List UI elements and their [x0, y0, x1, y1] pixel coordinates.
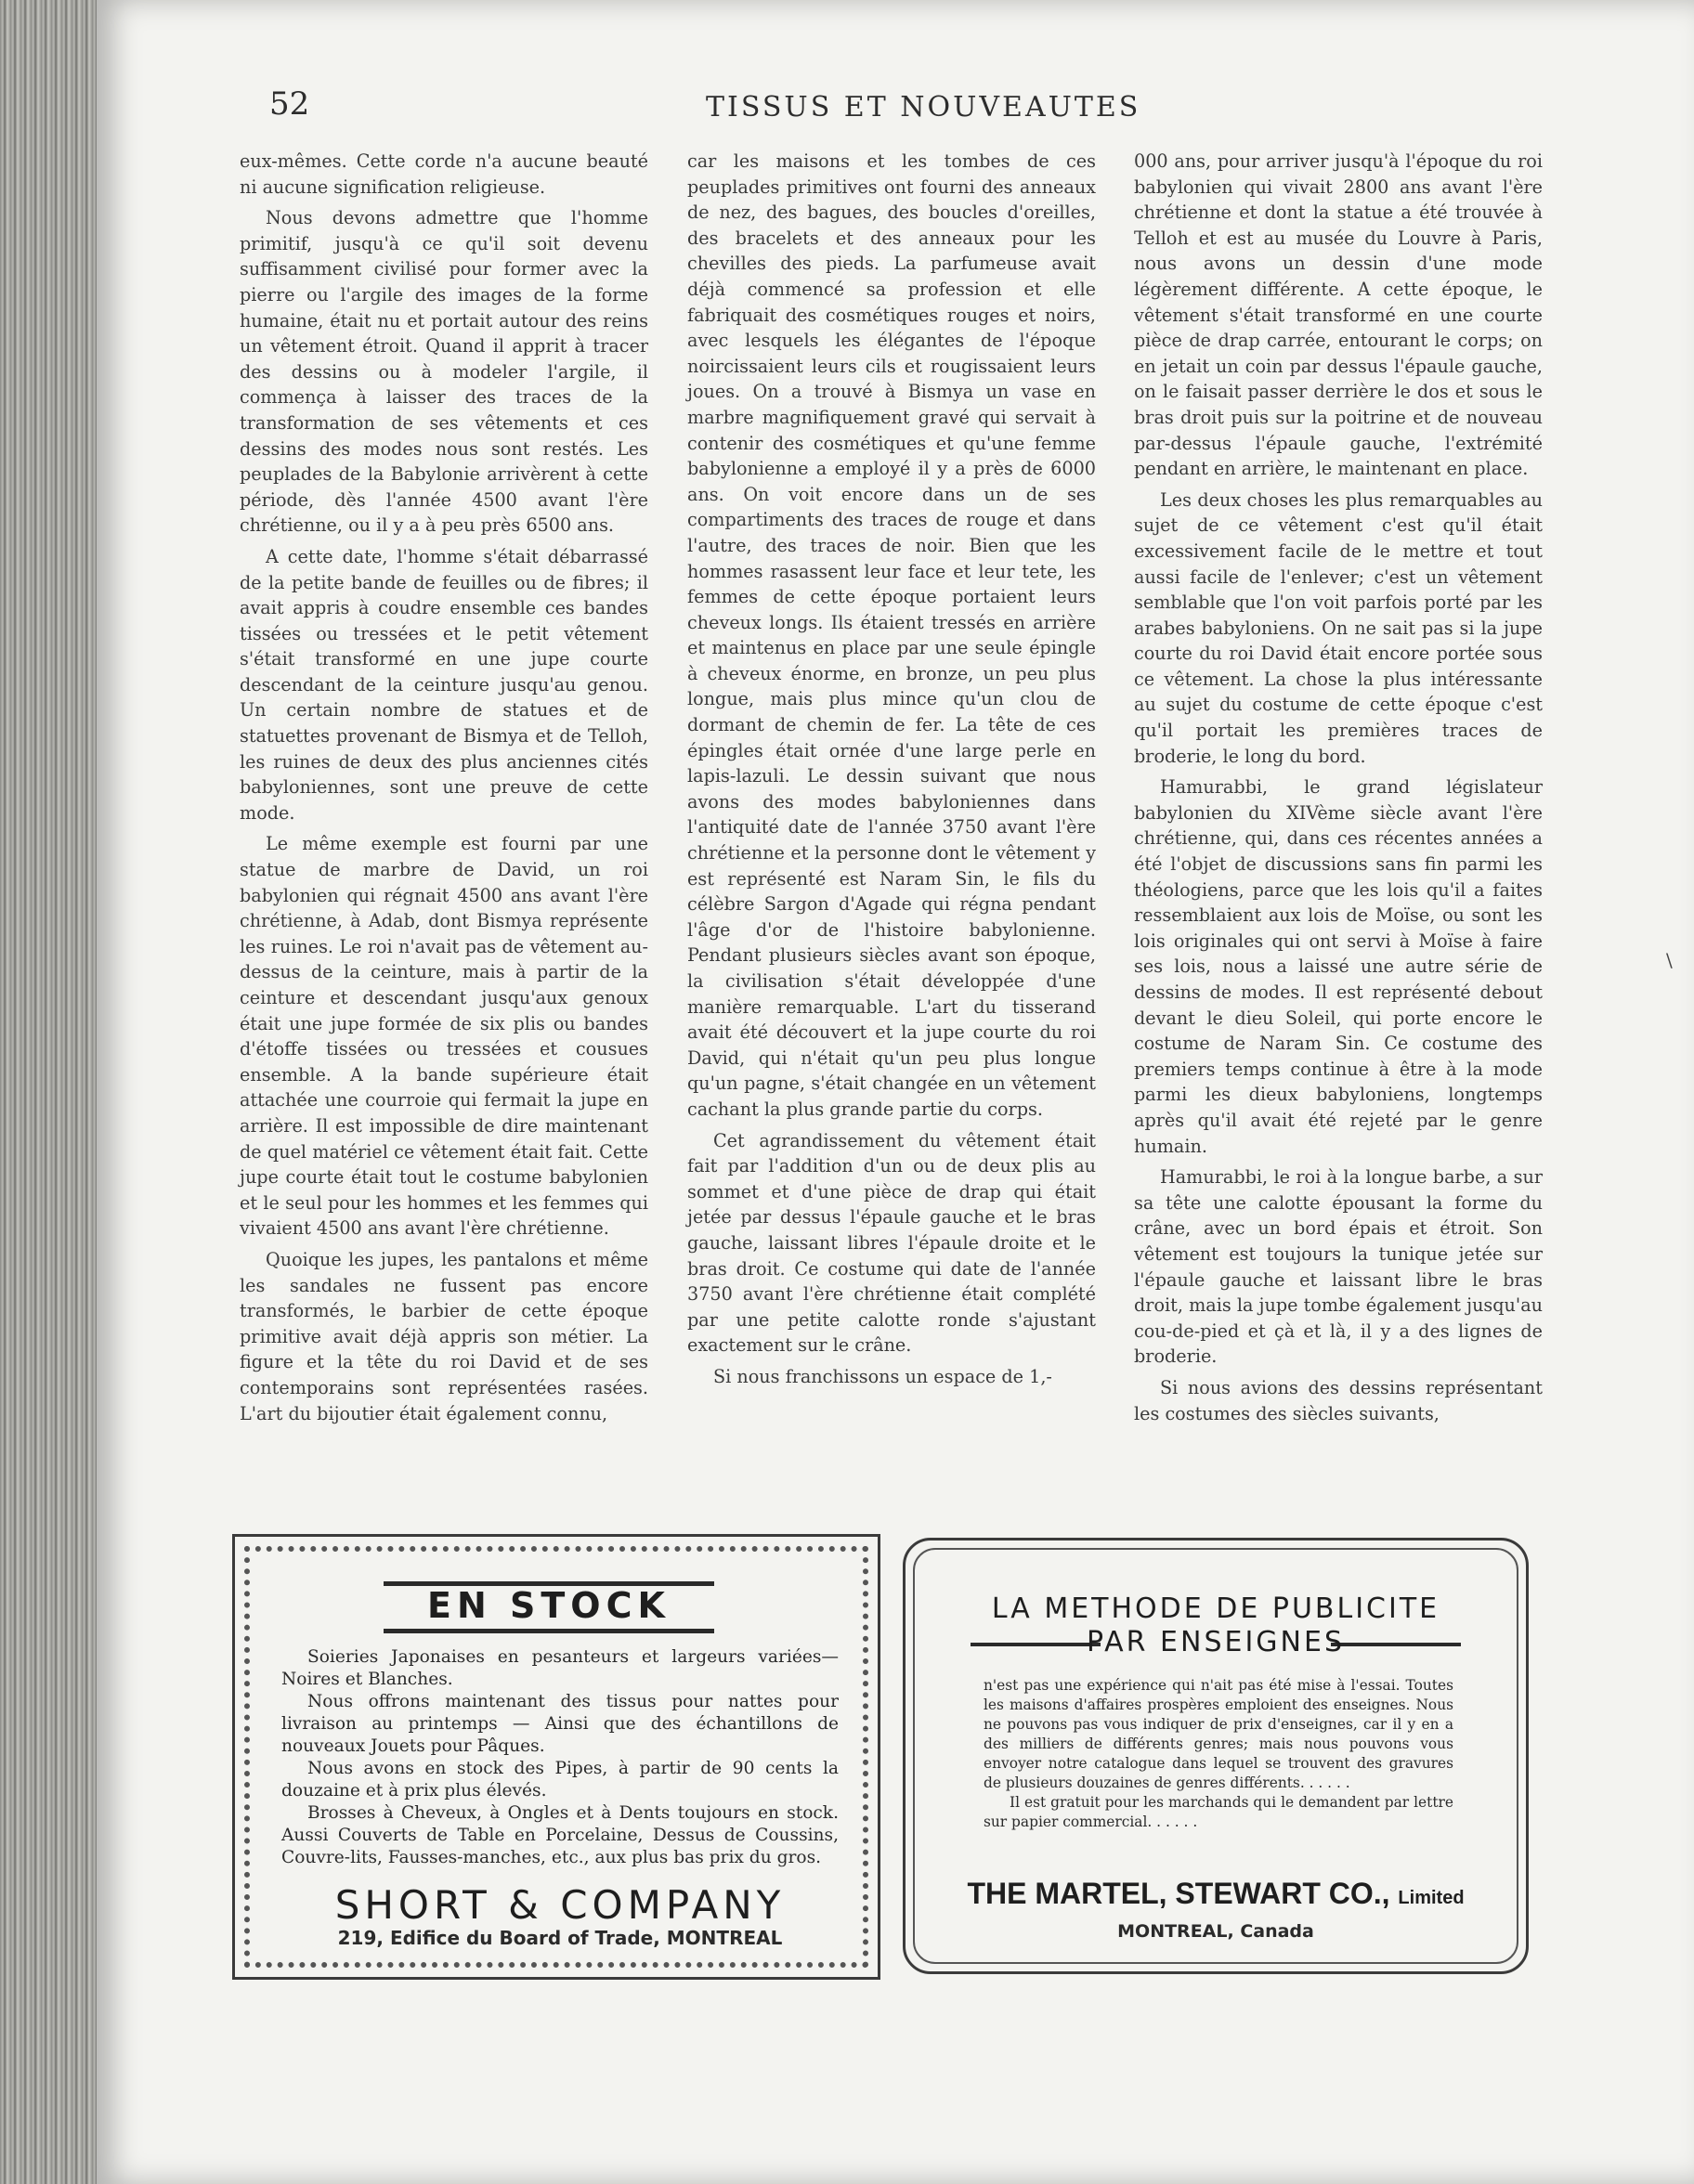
running-title: TISSUS ET NOUVEAUTES [706, 91, 1141, 124]
paragraph: Hamurabbi, le grand législateur babylonien du XIVème siècle avant l'ère chrétienne, qui, dans ces récentes années a été l'objet de discussions sans fin parmi les théologiens, parce que les lois qu'il a faites ressemblaient aux lois de Moïse, ou sont les lois originales qui ont servi à Moïse à faire ses lois, nous a laissé une autre série de dessins de modes. Il est représenté debout devant le dieu Soleil, qui porte encore le costume de Naram Sin. Ce costume des premiers temps continue à être à la mode parmi les dieux babyloniens, longtemps après qu'il avait été rejeté par le genre humain. [1134, 776, 1543, 1157]
ad-company-title: THE MARTEL, STEWART CO., [967, 1877, 1390, 1910]
margin-mark: \ [1666, 949, 1673, 971]
ad-title-line-1: LA METHODE DE PUBLICITE [991, 1592, 1440, 1625]
ad-title: EN STOCK [384, 1581, 714, 1633]
ad-company-suffix: Limited [1398, 1888, 1465, 1908]
advertisement-martel-stewart [903, 1538, 1529, 1974]
advertisement-short-company [232, 1534, 880, 1980]
paragraph: Le même exemple est fourni par une statue de marbre de David, un roi babylonien qui régnait 4500 ans avant l'ère chrétienne, à Adab, dont Bismya représente les ruines. Le roi n'avait pas de vêtement au-dessus de la ceinture, mais à partir de la ceinture et descendant jusqu'aux genoux était une jupe formée de six plis ou bandes d'étoffe tissées ou tressées et cousues ensemble. A la bande supérieure était attachée une courroie qui fermait la jupe en arrière. Il est impossible de dire maintenant de quel matériel ce vêtement était fait. Cette jupe courte était tout le costume babylonien et le seul pour les hommes et les femmes qui vivaient 4500 ans avant l'ère chrétienne. [240, 833, 648, 1240]
article-column-3 [1134, 149, 1543, 1432]
paragraph: Les deux choses les plus remarquables au sujet de ce vêtement c'est qu'il était excessivement facile de le mettre et tout aussi facile de l'enlever; c'est un vêtement semblable que l'on voit parfois porté par les arabes babyloniens. On ne sait pas si la jupe courte du roi David était encore portée sous ce vêtement. La chose la plus intéressante au sujet du costume de cette époque c'est qu'il portait les premières traces de broderie, le long du bord. [1134, 488, 1543, 767]
ad-title-line-2: PAR ENSEIGNES [1086, 1626, 1345, 1658]
paragraph: Cet agrandissement du vêtement était fait par l'addition d'un ou de deux plis au sommet et d'une pièce de drap qui était jetée par dessus l'épaule gauche et le bras gauche, laissant libres l'épaule droite et le bras droit. Ce costume qui date de l'année 3750 avant l'ère chrétienne était complété par une petite calotte ronde s'ajustant exactement sur le crâne. [687, 1129, 1096, 1357]
book-page-edges [0, 0, 111, 2184]
page-number: 52 [269, 85, 310, 123]
ad-paragraph: Brosses à Cheveux, à Ongles et à Dents toujours en stock. Aussi Couverts de Table en Porcelaine, Dessus de Coussins, Couvre-lits, Fausses-manches, etc., aux plus bas prix du gros. [281, 1803, 839, 1867]
paragraph: Nous devons admettre que l'homme primitif, jusqu'à ce qu'il soit devenu suffisamment civilisé pour former avec la pierre ou l'argile des images de la forme humaine, était nu et portait autour des reins un vêtement étroit. Quand il apprit à tracer des dessins ou à modeler l'argile, il commença à laisser des traces de la transformation de ses vêtements et ces dessins des modes nous sont restés. Les peuplades de la Babylonie arrivèrent à cette période, dès l'année 4500 avant l'ère chrétienne, ou il y a à peu près 6500 ans. [240, 207, 648, 537]
article-column-1 [240, 149, 648, 1432]
ad-company-name: SHORT & COMPANY [334, 1882, 786, 1928]
ad-company-name [906, 1877, 1526, 1911]
ad-company-address: 219, Edifice du Board of Trade, MONTREAL [337, 1927, 783, 1949]
ad-paragraph: Nous avons en stock des Pipes, à partir de 90 cents la douzaine et à prix plus élevés. [281, 1759, 839, 1800]
ad-paragraph: n'est pas une expérience qui n'ait pas été mise à l'essai. Toutes les maisons d'affaires prospères emploient des enseignes. Nous ne pouvons pas vous indiquer de prix d'enseignes, car il y en a des milliers de différents genres; mais nous pouvons vous envoyer notre catalogue dans lequel se trouvent des gravures de plusieurs douzaines de genres différents. . . . . . [984, 1677, 1453, 1791]
article-column-2 [687, 149, 1096, 1396]
ad-body [984, 1676, 1453, 1832]
paragraph: A cette date, l'homme s'était débarrassé de la petite bande de feuilles ou de fibres; il avait appris à coudre ensemble ces bandes tissées ou tressées et le petit vêtement s'était transformé en une jupe courte descendant de la ceinture jusqu'au genou. Un certain nombre de statues et de statuettes provenant de Bismya et de Telloh, les ruines de deux des plus anciennes cités babyloniennes, sont une preuve de cette mode. [240, 545, 648, 824]
paragraph: Si nous avions des dessins représentant les costumes des siècles suivants, [1134, 1376, 1543, 1424]
paragraph: car les maisons et les tombes de ces peuplades primitives ont fourni des anneaux de nez, des bagues, des boucles d'oreilles, des bracelets et des anneaux pour les chevilles des pieds. La parfumeuse avait déjà commencé sa profession et elle fabriquait des cosmétiques rouges et noirs, avec lesquels les élégantes de l'époque noircissaient leurs cils et rougissaient leurs joues. On a trouvé à Bismya un vase en marbre magnifiquement gravé qui servait à contenir des cosmétiques et qu'une femme babylonienne a employé il y a près de 6000 ans. On voit encore dans un de ses compartiments des traces de rouge et dans l'autre, des traces de noir. Bien que les hommes rasassent leur face et leur tete, les femmes de cette époque portaient leurs cheveux longs. Ils étaient tressés en arrière et maintenus en place par une seule épingle à cheveux énorme, en bronze, un peu plus longue, mais plus mince qu'un clou de dormant de chemin de fer. La tête de ces épingles était ornée d'une large perle en lapis-lazuli. Le dessin suivant que nous avons des modes babyloniennes dans l'antiquité date de l'année 3750 avant l'ère chrétienne et la personne dont le vêtement y est représenté est Naram Sin, le fils du célèbre Sargon d'Agade qui régna pendant l'âge d'or de l'histoire babylonienne. Pendant plusieurs siècles avant son époque, la civilisation s'était développée d'une manière remarquable. L'art du tisserand avait été découvert et la jupe courte du roi David, qui n'était qu'un peu plus longue qu'un pagne, s'était changée en un vêtement cachant la plus grande partie du corps. [687, 150, 1096, 1120]
paragraph: Si nous franchissons un espace de 1,- [713, 1365, 1052, 1387]
paragraph: Quoique les jupes, les pantalons et même les sandales ne fussent pas encore transformés, le barbier de cette époque primitive avait déjà appris son métier. La figure et la tête du roi David et de ses contemporains sont représentées rasées. L'art du bijoutier était également connu, [240, 1248, 648, 1424]
ad-company-city: MONTREAL, Canada [1117, 1921, 1314, 1942]
paragraph: 000 ans, pour arriver jusqu'à l'époque du roi babylonien qui vivait 2800 ans avant l'ère chrétienne et dont la statue a été trouvée à Telloh et est au musée du Louvre à Paris, nous avons un dessin d'une mode légèrement différente. A cette époque, le vêtement s'était transformé en une courte pièce de drap carrée, entourant le corps; on en jetait un coin par dessus l'épaule gauche, on le faisait passer derrière le dos et sous le bras droit puis sur la poitrine et de nouveau par-dessus l'épaule gauche, l'extrémité pendant en arrière, le maintenant en place. [1134, 150, 1543, 480]
ad-body [281, 1646, 839, 1869]
paragraph: eux-mêmes. Cette corde n'a aucune beauté ni aucune signification religieuse. [240, 150, 648, 198]
ad-paragraph: Soieries Japonaises en pesanteurs et largeurs variées—Noires et Blanches. [281, 1647, 839, 1689]
ad-paragraph: Nous offrons maintenant des tissus pour nattes pour livraison au printemps — Ainsi que des échantillons de nouveaux Jouets pour Pâques. [281, 1692, 839, 1756]
ad-paragraph: Il est gratuit pour les marchands qui le demandent par lettre sur papier commercial. . . . . . [984, 1794, 1453, 1830]
paragraph: Hamurabbi, le roi à la longue barbe, a sur sa tête une calotte épousant la forme du crâne, avec un bord épais et étroit. Son vêtement est toujours la tunique jetée sur l'épaule gauche et laissant libre le bras droit, mais la jupe tombe également jusqu'au cou-de-pied et çà et là, il y a des lignes de broderie. [1134, 1166, 1543, 1368]
